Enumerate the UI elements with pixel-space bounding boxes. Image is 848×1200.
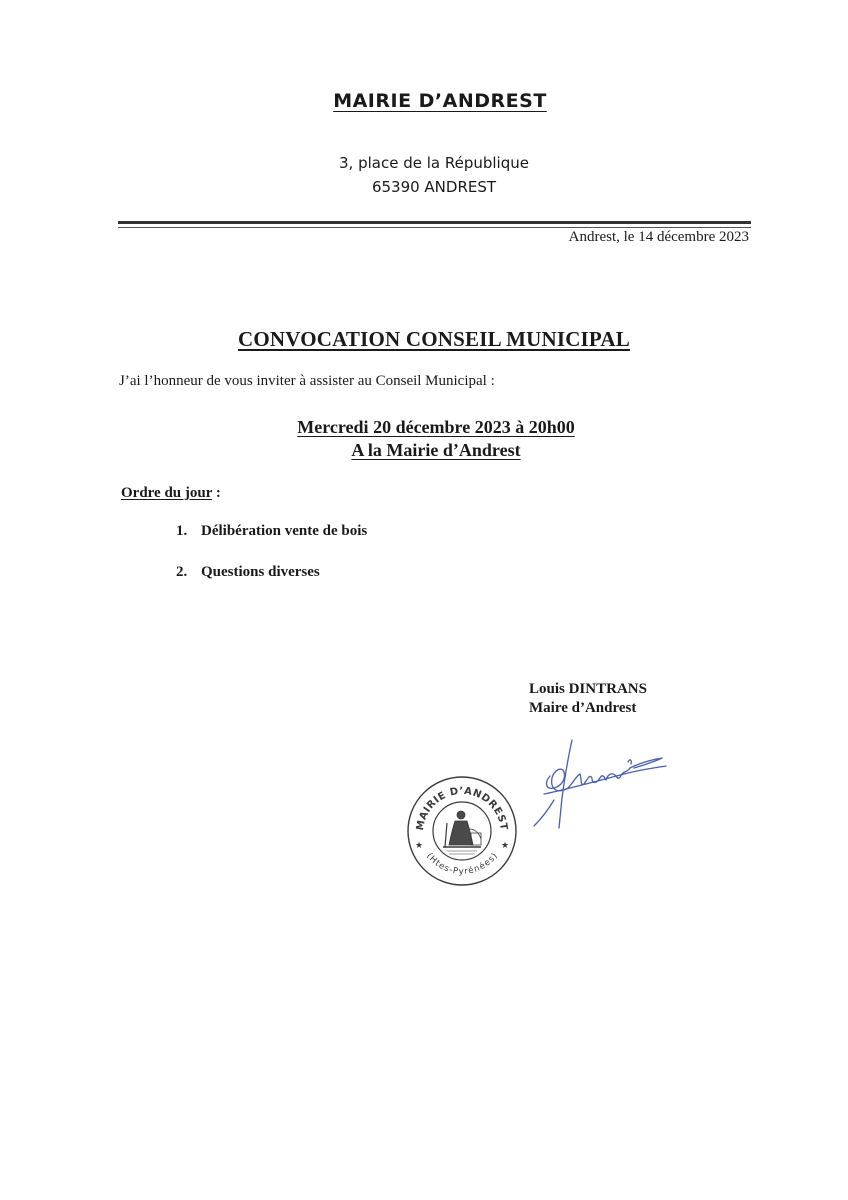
agenda-item-text: Délibération vente de bois [201,523,368,539]
invitation-text: J’ai l’honneur de vous inviter à assister au Conseil Municipal : [119,373,495,389]
address-line-1: 3, place de la République [339,154,529,172]
official-seal [403,773,521,889]
agenda-item-number: 2. [176,564,188,580]
agenda-heading-colon: : [212,485,221,501]
meeting-datetime: Mercredi 20 décembre 2023 à 20h00 [297,417,575,437]
address-line-2: 65390 ANDREST [371,178,497,196]
agenda-item-number: 1. [176,523,188,539]
seal-star-right-icon: ★ [501,841,510,851]
header-divider-thick [118,221,751,224]
signatory-role: Maire d’Andrest [529,700,637,716]
seal-bottom-text: (Htes-Pyrénées) [424,851,500,877]
svg-text:(Htes-Pyrénées) [424,851,500,877]
signatory-name: Louis DINTRANS [529,681,647,697]
meeting-location: A la Mairie d’Andrest [351,440,521,460]
handwritten-signature [524,738,674,833]
seal-star-left-icon: ★ [415,841,424,851]
date-line: Andrest, le 14 décembre 2023 [568,229,749,245]
document-title: CONVOCATION CONSEIL MUNICIPAL [238,327,630,351]
header-divider-thin [118,227,751,228]
agenda-heading [121,485,221,502]
agenda-item [176,523,367,540]
organization-name: MAIRIE D’ANDREST [333,90,547,112]
agenda-heading-label: Ordre du jour [121,485,213,501]
marianne-emblem-icon [443,811,481,854]
agenda-item-text: Questions diverses [201,564,320,580]
agenda-item [176,564,320,581]
seal-top-text: MAIRIE D’ANDREST [414,785,510,832]
